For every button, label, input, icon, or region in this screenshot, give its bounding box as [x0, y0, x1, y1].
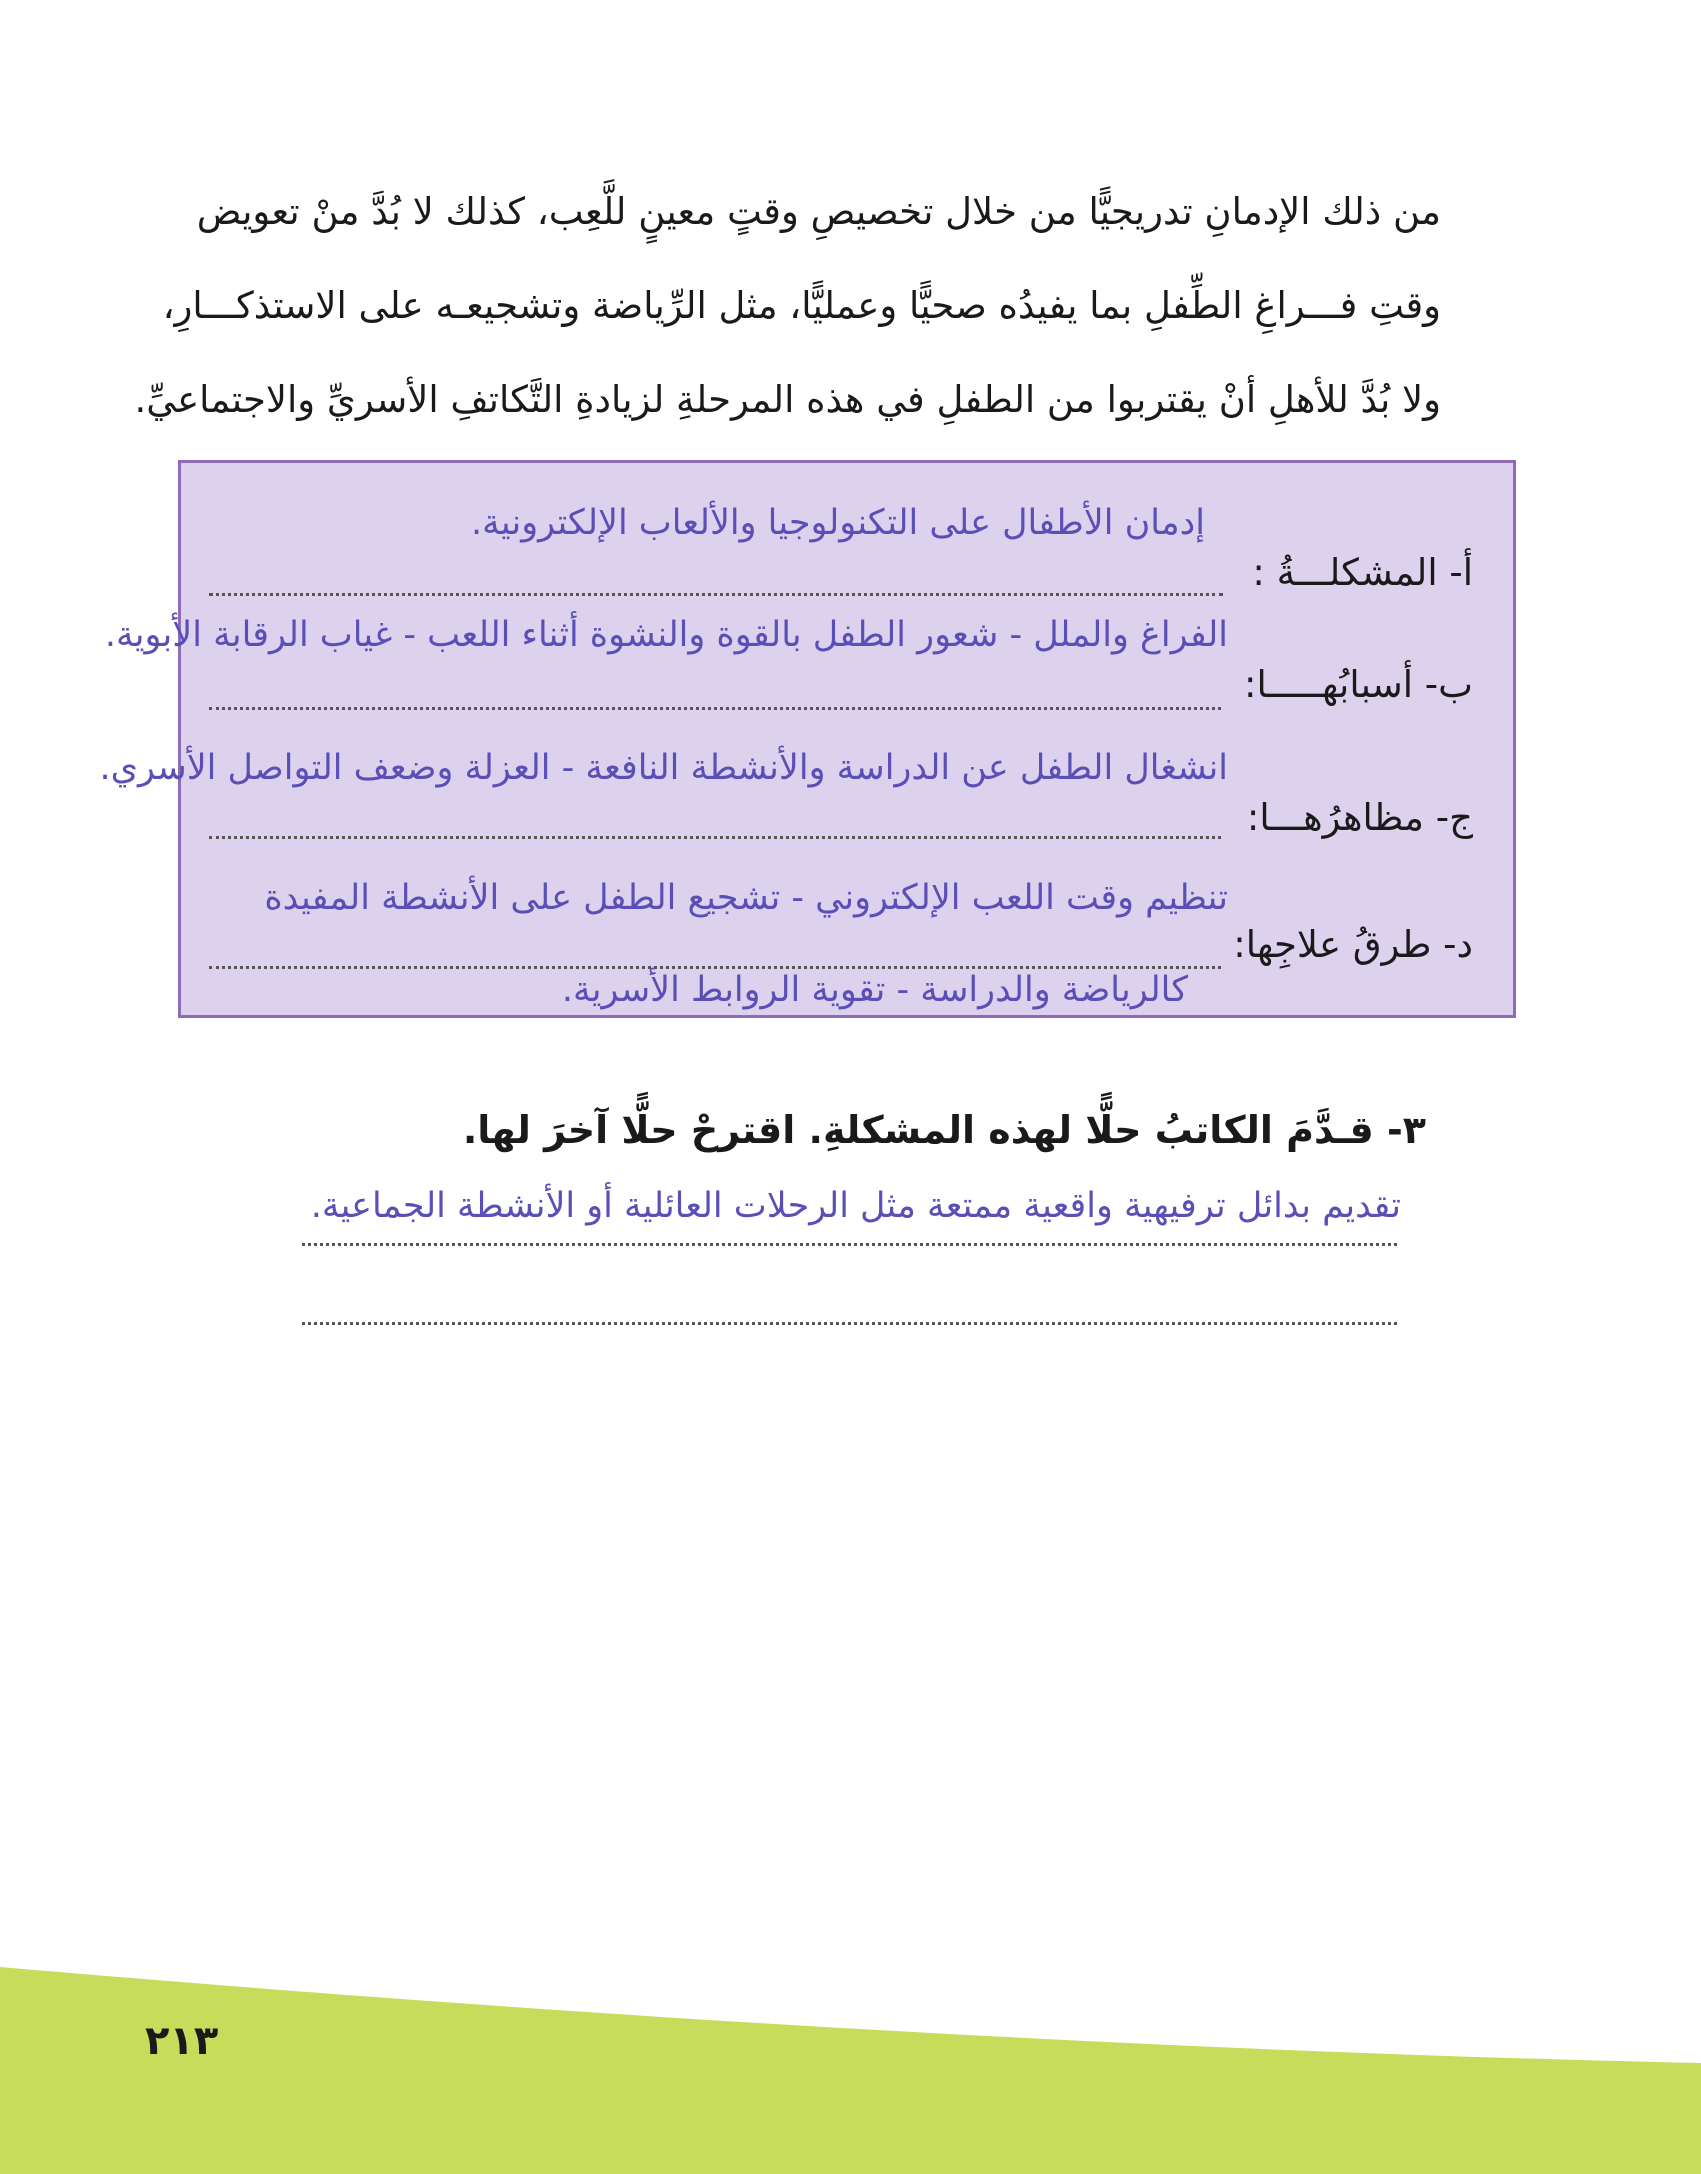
answer-line[interactable]	[209, 836, 1221, 839]
problem-answer: إدمان الأطفال على التكنولوجيا والألعاب الإلكترونية.	[471, 503, 1205, 543]
footer-band-shape	[0, 1967, 1701, 2174]
intro-line: ولا بُدَّ للأهلِ أنْ يقتربوا من الطفلِ في هذه المرحلةِ لزيادةِ التَّكاتفِ الأسريِّ والاجتماعيِّ.	[134, 378, 1441, 421]
question-3: ٣- قـدَّمَ الكاتبُ حلًّا لهذه المشكلةِ. اقترحْ حلًّا آخرَ لها.	[462, 1108, 1426, 1152]
solutions-answer-line1: تنظيم وقت اللعب الإلكتروني - تشجيع الطفل على الأنشطة المفيدة	[264, 878, 1228, 918]
intro-line: من ذلك الإدمانِ تدريجيًّا من خلال تخصيصِ وقتٍ معينٍ للَّعِب، كذلك لا بُدَّ منْ تعويض	[196, 190, 1441, 233]
symptoms-label: ج- مظاهرُهـــا:	[1246, 796, 1473, 839]
intro-paragraph	[134, 165, 1441, 447]
causes-row	[104, 613, 1513, 733]
problem-analysis-box	[99, 460, 1516, 1018]
symptoms-row	[99, 748, 1513, 868]
solutions-row	[181, 878, 1513, 1018]
causes-answer: الفراغ والملل - شعور الطفل بالقوة والنشوة أثناء اللعب - غياب الرقابة الأبوية.	[104, 615, 1228, 655]
question-3-answer: تقديم بدائل ترفيهية واقعية ممتعة مثل الرحلات العائلية أو الأنشطة الجماعية.	[310, 1186, 1401, 1226]
intro-line: وقتِ فـــراغِ الطِّفلِ بما يفيدُه صحيًّا وعمليًّا، مثل الرِّياضة وتشجيعـه على الاستذكـــارِ،	[162, 284, 1441, 327]
problem-label: أ- المشكلـــةُ :	[1252, 551, 1473, 594]
answer-line[interactable]	[302, 1322, 1397, 1325]
answer-line[interactable]	[209, 966, 1221, 969]
answer-line[interactable]	[209, 593, 1223, 596]
symptoms-answer: انشغال الطفل عن الدراسة والأنشطة النافعة - العزلة وضعف التواصل الأسري.	[99, 748, 1228, 788]
solutions-label: د- طرقُ علاجِها:	[1233, 923, 1473, 966]
problem-row	[181, 493, 1513, 613]
causes-label: ب- أسبابُهـــــا:	[1244, 663, 1473, 706]
answer-line[interactable]	[302, 1243, 1397, 1246]
page-number: ٢١٣	[145, 2018, 219, 2064]
answer-line[interactable]	[209, 707, 1221, 710]
solutions-answer-line2: كالرياضة والدراسة - تقوية الروابط الأسرية.	[561, 970, 1188, 1010]
footer-band	[0, 1955, 1701, 2174]
